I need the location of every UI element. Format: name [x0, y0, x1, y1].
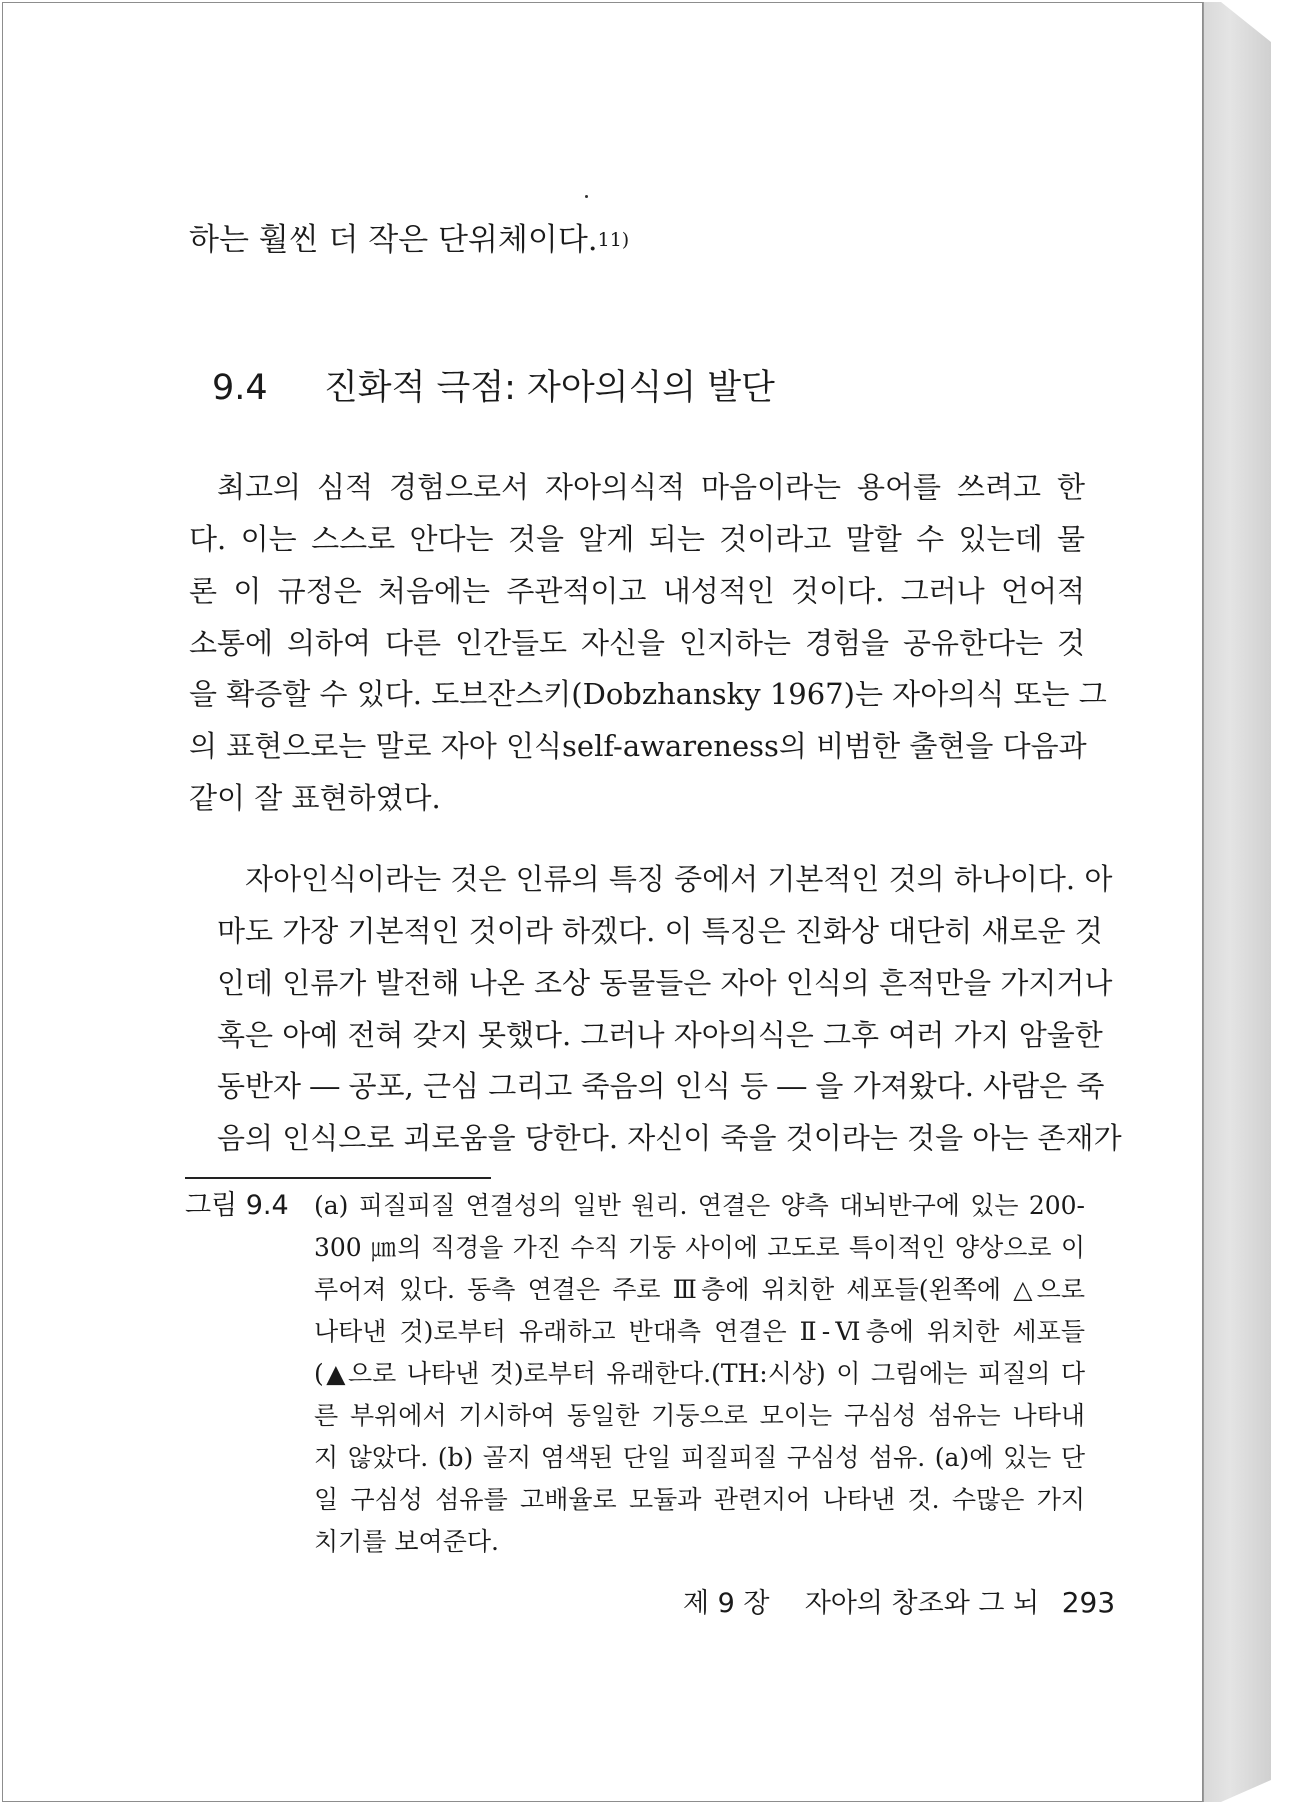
footnote-ref: 11)	[597, 229, 630, 251]
caption-line: 른 부위에서 기시하여 동일한 기둥으로 모이는 구심성 섬유는 나타내	[314, 1401, 1085, 1430]
footer-chapter: 제 9 장	[683, 1588, 770, 1619]
paragraph-line: 소통에 의하여 다른 인간들도 자신을 인지하는 경험을 공유한다는 것	[189, 626, 1085, 660]
caption-line: (▲으로 나타낸 것)로부터 유래한다.(TH:시상) 이 그림에는 피질의 다	[314, 1359, 1085, 1388]
section-number: 9.4	[212, 368, 268, 408]
paragraph-line: 론 이 규정은 처음에는 주관적이고 내성적인 것이다. 그러나 언어적	[189, 574, 1085, 608]
quote-line: 동반자 ― 공포, 근심 그리고 죽음의 인식 등 ― 을 가져왔다. 사람은 죽	[217, 1069, 1105, 1103]
quote-line: 인데 인류가 발전해 나온 조상 동물들은 자아 인식의 흔적만을 가지거나	[217, 966, 1113, 1000]
section-title: 진화적 극점: 자아의식의 발단	[323, 368, 775, 408]
page-edge-line	[1203, 2, 1204, 1802]
caption-line: 치기를 보여준다.	[314, 1527, 499, 1556]
page-footer	[683, 1586, 1116, 1619]
paragraph-line: 최고의 심적 경험으로서 자아의식적 마음이라는 용어를 쓰려고 한	[217, 470, 1085, 504]
figure-label: 그림 9.4	[185, 1190, 289, 1221]
quote-line: 음의 인식으로 괴로움을 당한다. 자신이 죽을 것이라는 것을 아는 존재가	[217, 1121, 1122, 1155]
caption-line: 지 않았다. (b) 골지 염색된 단일 피질피질 구심성 섬유. (a)에 있는 단	[314, 1443, 1085, 1472]
section-heading	[212, 368, 775, 408]
book-page	[2, 2, 1203, 1802]
paragraph-line: 의 표현으로는 말로 자아 인식self-awareness의 비범한 출현을 다음과	[189, 729, 1087, 763]
book-page-edge	[1201, 2, 1273, 1802]
top-line-text: 하는 훨씬 더 작은 단위체이다.	[189, 222, 598, 258]
caption-line: 300 ㎛의 직경을 가진 수직 기둥 사이에 고도로 특이적인 양상으로 이	[314, 1233, 1085, 1262]
quote-line: 혹은 아예 전혀 갖지 못했다. 그러나 자아의식은 그후 여러 가지 암울한	[217, 1018, 1103, 1052]
paragraph-line: 같이 잘 표현하였다.	[189, 781, 441, 815]
caption-line: 루어져 있다. 동측 연결은 주로 Ⅲ층에 위치한 세포들(왼쪽에 △으로	[314, 1275, 1085, 1304]
quote-line: 마도 가장 기본적인 것이라 하겠다. 이 특징은 진화상 대단히 새로운 것	[217, 914, 1103, 948]
caption-line: (a) 피질피질 연결성의 일반 원리. 연결은 양측 대뇌반구에 있는 200-	[314, 1191, 1085, 1220]
paragraph-line: 을 확증할 수 있다. 도브잔스키(Dobzhansky 1967)는 자아의식 또는 그	[189, 677, 1107, 711]
page-number: 293	[1061, 1586, 1116, 1619]
caption-divider	[185, 1177, 491, 1179]
stray-dot	[585, 195, 588, 198]
paragraph-line: 다. 이는 스스로 안다는 것을 알게 되는 것이라고 말할 수 있는데 물	[189, 522, 1085, 556]
caption-line: 나타낸 것)로부터 유래하고 반대측 연결은 Ⅱ-Ⅵ층에 위치한 세포들	[314, 1317, 1085, 1346]
footer-chapter-title: 자아의 창조와 그 뇌	[804, 1588, 1040, 1619]
quote-line: 자아인식이라는 것은 인류의 특징 중에서 기본적인 것의 하나이다. 아	[245, 862, 1113, 896]
top-line	[189, 222, 630, 258]
caption-line: 일 구심성 섬유를 고배율로 모듈과 관련지어 나타낸 것. 수많은 가지	[314, 1485, 1085, 1514]
